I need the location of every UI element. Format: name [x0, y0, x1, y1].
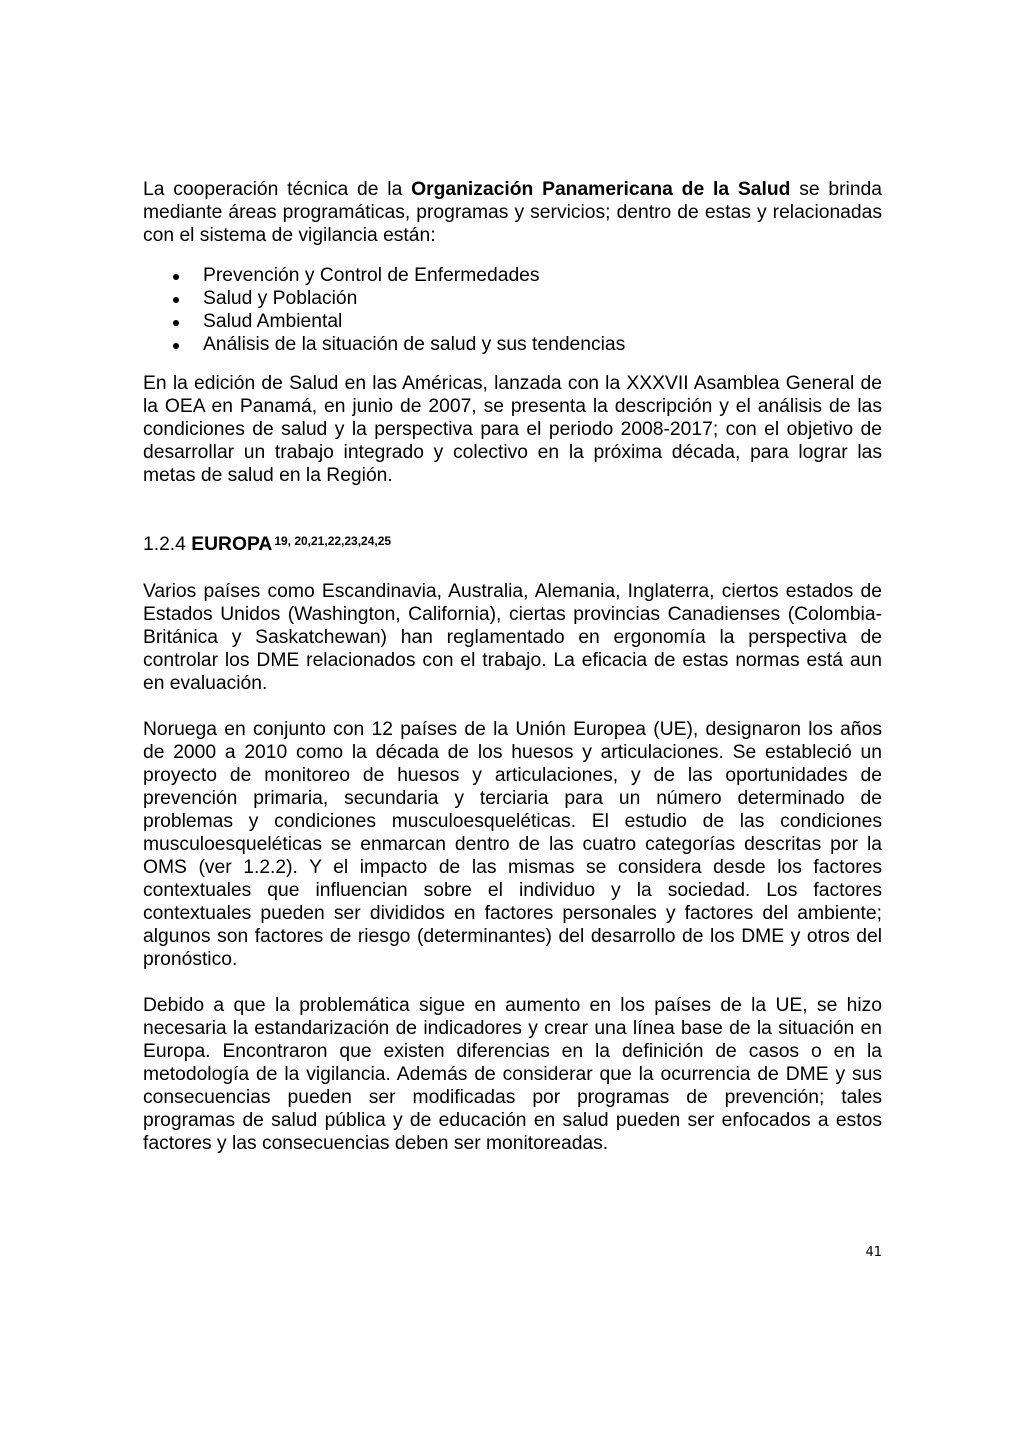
intro-text-end: se brinda mediante áreas programáticas, programas y servicios; dentro de estas y relacionadas con el sistema de vigilancia están:	[143, 179, 882, 246]
list-item-text: Salud Ambiental	[203, 311, 343, 332]
paragraph-norway: Noruega en conjunto con 12 países de la Unión Europea (UE), designaron los años de 2000 a 2010 como la década de los huesos y articulaciones. Se estableció un proyecto de monitoreo de huesos y articulaciones, y de las oportunidades de prevención primaria, secundaria y terciaria para un número determinado de problemas y condiciones musculoesqueléticas. El estudio de las condiciones musculoesqueléticas se enmarcan dentro de las cuatro categorías descritas por la OMS (ver 1.2.2). Y el impacto de las mismas se considera desde los factores contextuales que influencian sobre el individuo y la sociedad. Los factores contextuales pueden ser divididos en factores personales y factores del ambiente; algunos son factores de riesgo (determinantes) del desarrollo de los DME y otros del pronóstico.	[143, 719, 882, 970]
intro-text-start: La cooperación técnica de la	[143, 179, 412, 200]
bullet-icon	[173, 274, 179, 280]
list-item-text: Salud y Población	[203, 288, 358, 309]
list-item	[143, 264, 882, 287]
organization-name: Organización Panamericana de la Salud	[411, 179, 791, 200]
bullet-icon	[173, 343, 179, 349]
program-areas-list	[143, 264, 882, 356]
document-body	[143, 178, 882, 1155]
list-item	[143, 333, 882, 356]
bullet-icon	[173, 320, 179, 326]
list-item-text: Prevención y Control de Enfermedades	[203, 265, 540, 286]
section-references: 19, 20,21,22,23,24,25	[274, 534, 392, 548]
section-number: 1.2.4	[143, 534, 192, 555]
list-item-text: Análisis de la situación de salud y sus tendencias	[203, 334, 626, 355]
intro-paragraph	[143, 178, 882, 247]
section-heading	[143, 533, 882, 558]
list-item	[143, 310, 882, 333]
paragraph-eu: Debido a que la problemática sigue en aumento en los países de la UE, se hizo necesaria la estandarización de indicadores y crear una línea base de la situación en Europa. Encontraron que existen diferencias en la definición de casos o en la metodología de la vigilancia. Además de considerar que la ocurrencia de DME y sus consecuencias pueden ser modificadas por programas de prevención; tales programas de salud pública y de educación en salud pueden ser enfocados a estos factores y las consecuencias deben ser monitoreadas.	[143, 995, 882, 1154]
list-item	[143, 287, 882, 310]
salud-americas-paragraph: En la edición de Salud en las Américas, lanzada con la XXXVII Asamblea General de la OEA en Panamá, en junio de 2007, se presenta la descripción y el análisis de las condiciones de salud y la perspectiva para el periodo 2008-2017; con el objetivo de desarrollar un trabajo integrado y colectivo en la próxima década, para lograr las metas de salud en la Región.	[143, 373, 882, 486]
bullet-icon	[173, 297, 179, 303]
paragraph-countries: Varios países como Escandinavia, Australia, Alemania, Inglaterra, ciertos estados de Estados Unidos (Washington, California), ciertas provincias Canadienses (Colombia-Británica y Saskatchewan) han reglamentado en ergonomía la perspectiva de controlar los DME relacionados con el trabajo. La eficacia de estas normas está aun en evaluación.	[143, 581, 882, 694]
page-number: 41	[865, 1245, 882, 1260]
section-title: EUROPA	[191, 534, 273, 555]
